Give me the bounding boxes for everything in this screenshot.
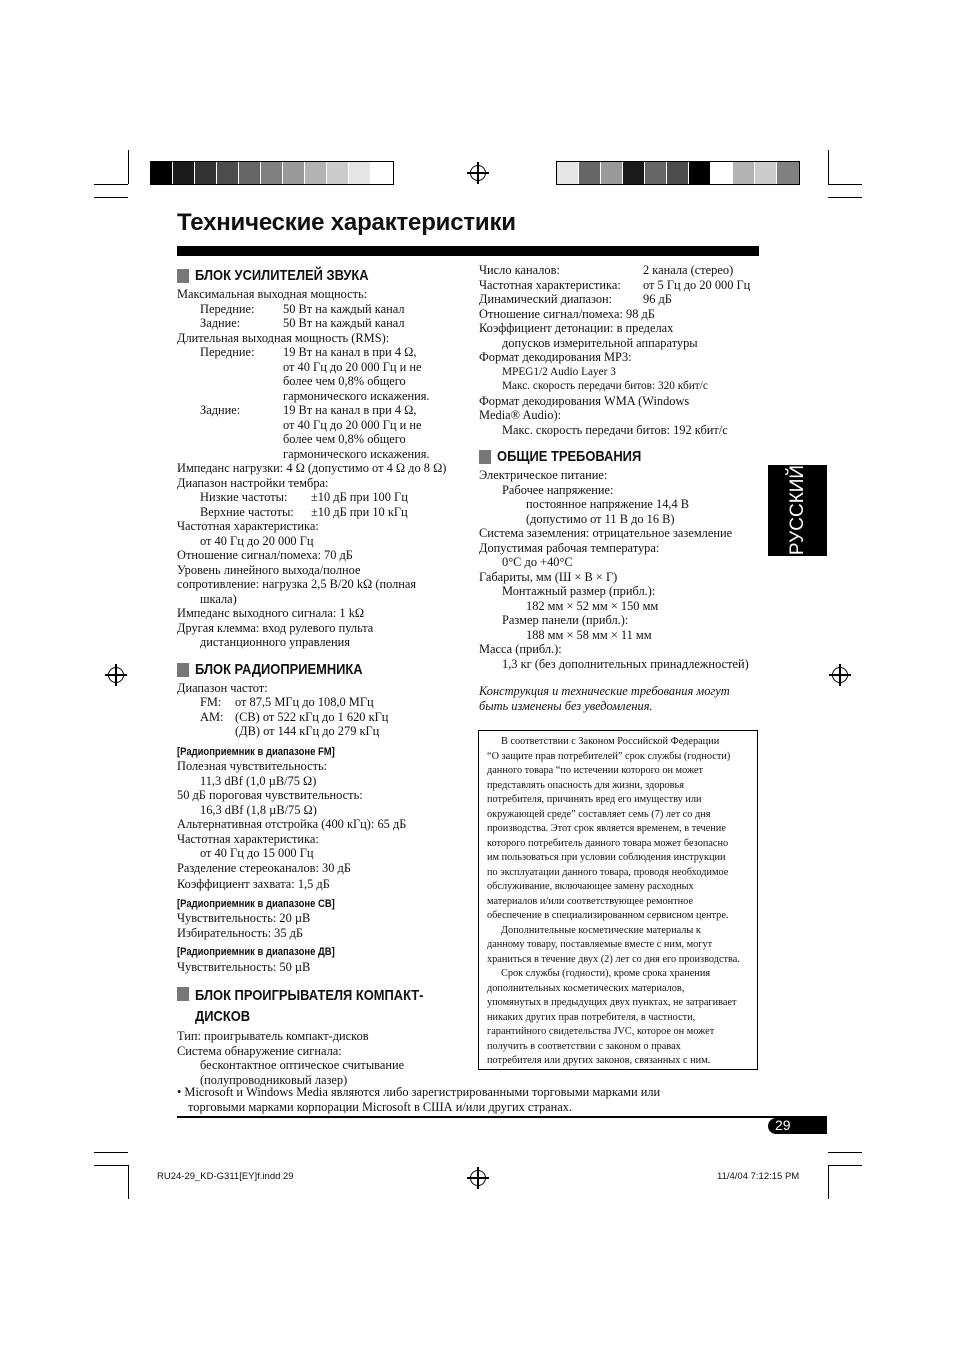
spec-line: 0°C до +40°C — [502, 555, 573, 569]
spec-line: Разделение стереоканалов: 30 дБ — [177, 860, 351, 875]
spec-line: Электрическое питание: — [479, 468, 608, 482]
spec-line: Низкие частоты: ±10 дБ при 100 Гц — [200, 490, 408, 504]
spec-line: Число каналов: 2 канала (стерео) — [479, 263, 734, 277]
crop-mark — [828, 197, 862, 198]
left-column — [177, 261, 467, 1087]
registration-mark-icon — [108, 667, 124, 683]
spec-line: от 40 Гц до 15 000 Гц — [200, 846, 314, 860]
spec-line: (допустимо от 11 В до 16 В) — [526, 511, 675, 526]
spec-line: Масса (прибл.): — [479, 642, 562, 656]
spec-line: 188 мм × 58 мм × 11 мм — [526, 627, 652, 642]
spec-line: (ДВ) от 144 кГц до 279 кГц — [235, 724, 380, 738]
spec-line: 16,3 dBf (1,8 µВ/75 Ω) — [200, 802, 317, 817]
crop-mark — [128, 150, 129, 184]
subsection-heading: [Радиоприемник в диапазоне ДВ] — [177, 946, 335, 958]
spec-line: Отношение сигнал/помеха: 98 дБ — [479, 306, 655, 321]
spec-line: шкала) — [200, 591, 237, 606]
notice-paragraph: Дополнительные косметические материалы к данному товару, поставляемые вместе с ним, могут храниться в течение двух (2) лет со дня его производства. — [487, 924, 740, 965]
spec-line: Частотная характеристика: — [177, 831, 319, 846]
spec-line: Импеданс выходного сигнала: 1 kΩ — [177, 606, 365, 620]
registration-mark-icon — [832, 667, 848, 683]
crop-mark — [828, 150, 829, 184]
spec-line: Отношение сигнал/помеха: 70 дБ — [177, 548, 353, 562]
spec-line: Максимальная выходная мощность: — [177, 287, 368, 301]
spec-line: Импеданс нагрузки: 4 Ω (допустимо от 4 Ω до 8 Ω) — [177, 461, 447, 475]
spec-line: 11,3 dBf (1,0 µВ/75 Ω) — [200, 773, 317, 788]
crop-mark — [828, 1152, 862, 1153]
spec-line: Чувствительность: 20 µВ — [177, 911, 311, 925]
spec-line: Коэффициент детонации: в пределах — [479, 321, 674, 335]
spec-line: Длительная выходная мощность (RMS): — [177, 330, 390, 345]
crop-mark — [94, 1152, 128, 1153]
spec-line: Монтажный размер (прибл.): — [502, 584, 656, 598]
spec-line: Полезная чувствительность: — [177, 759, 328, 773]
spec-line: бесконтактное оптическое считывание — [200, 1058, 405, 1072]
crop-mark — [94, 184, 128, 185]
spec-line: Передние: 19 Вт на канал в при 4 Ω, — [200, 345, 417, 359]
language-tab-label: РУССКИЙ — [787, 464, 808, 556]
spec-line: допусков измерительной аппаратуры — [502, 335, 698, 350]
spec-line: 50 дБ пороговая чувствительность: — [177, 788, 363, 802]
trademark-note: • Microsoft и Windows Media являются либо зарегистрированными торговыми марками или торговыми марками корпорации Microsoft в США и/или других странах. — [177, 1085, 661, 1114]
spec-line: Рабочее напряжение: — [502, 482, 614, 497]
spec-line: более чем 0,8% общего — [283, 432, 406, 446]
registration-mark-icon — [470, 165, 486, 181]
spec-line: сопротивление: нагрузка 2,5 В/20 kΩ (полная — [177, 577, 417, 591]
color-calibration-bar-right — [556, 161, 800, 185]
section-heading-amplifier: БЛОК УСИЛИТЕЛЕЙ ЗВУКА — [177, 267, 444, 285]
spec-line: Габариты, мм (Ш × В × Г) — [479, 569, 618, 584]
right-column — [479, 263, 764, 713]
bottom-rule — [177, 1116, 827, 1118]
crop-mark — [828, 184, 862, 185]
spec-line: Чувствительность: 50 µВ — [177, 959, 311, 974]
title-rule — [177, 246, 759, 256]
page-number: 29 — [775, 1117, 791, 1133]
section-marker-icon — [177, 269, 189, 283]
spec-line: Диапазон настройки тембра: — [177, 475, 329, 490]
spec-line: Частотная характеристика: — [177, 519, 319, 533]
page-title: Технические характеристики — [177, 209, 516, 236]
print-timestamp: 11/4/04 7:12:15 PM — [717, 1171, 800, 1182]
subsection-heading: [Радиоприемник в диапазоне FM] — [177, 745, 335, 758]
spec-line: Диапазон частот: — [177, 680, 268, 695]
spec-line: Макс. скорость передачи битов: 320 кбит/с — [502, 380, 708, 392]
spec-line: Макс. скорость передачи битов: 192 кбит/с — [502, 422, 728, 437]
spec-line: MPEG1/2 Audio Layer 3 — [502, 365, 616, 378]
section-heading-general: ОБЩИЕ ТРЕБОВАНИЯ — [479, 448, 746, 466]
spec-line: Коэффициент захвата: 1,5 дБ — [177, 877, 330, 891]
spec-line: Задние: 19 Вт на канал в при 4 Ω, — [200, 403, 417, 417]
spec-line: гармонического искажения. — [283, 446, 430, 461]
spec-line: Уровень линейного выхода/полное — [177, 562, 361, 577]
spec-line: Верхние частоты: ±10 дБ при 10 кГц — [200, 504, 408, 519]
spec-line: более чем 0,8% общего — [283, 374, 406, 388]
crop-mark — [828, 1165, 862, 1166]
spec-line: Допустимая рабочая температура: — [479, 540, 660, 555]
crop-mark — [94, 197, 128, 198]
registration-mark-icon — [470, 1170, 486, 1186]
spec-line: AM: (СВ) от 522 кГц до 1 620 кГц — [200, 709, 389, 724]
spec-line: 182 мм × 52 мм × 150 мм — [526, 598, 659, 613]
crop-mark — [128, 1165, 129, 1199]
notice-paragraph: Срок службы (годности), кроме срока хранения дополнительных косметических материалов, упомянутых в предыдущих двух пунктах, не затрагивает никаких других прав потребителя, в частности, гарантийного свидетельства JVC, которое он может получить в соответствии с законом о правах потребителя или других законов, связанных с ним. — [487, 968, 737, 1066]
subsection-heading: [Радиоприемник в диапазоне СВ] — [177, 897, 335, 910]
spec-line: Тип: проигрыватель компакт-дисков — [177, 1029, 369, 1043]
spec-line: 1,3 кг (без дополнительных принадлежностей) — [502, 656, 749, 671]
spec-line: гармонического искажения. — [283, 388, 430, 403]
disclaimer-text: быть изменены без уведомления. — [479, 698, 653, 713]
spec-line: от 40 Гц до 20 000 Гц и не — [283, 359, 422, 374]
spec-line: Система заземления: отрицательное заземление — [479, 526, 733, 540]
spec-line: Динамический диапазон: 96 дБ — [479, 292, 672, 306]
service-life-notice — [478, 730, 758, 1070]
spec-line: Избирательность: 35 дБ — [177, 925, 304, 940]
spec-line: Формат декодирования MP3: — [479, 350, 632, 364]
notice-paragraph: В соответствии с Законом Российской Федерации “О защите прав потребителей” срок службы (годности) данного товара “по истечении которого он может представлять опасность для жизни, здоровья потребителя, причинять вред его имуществу или окружающей среде” составляет семь (7) лет со дня производства. Этот срок является временем, в течение которого потребитель данного товара может безопасно им пользоваться при условии соблюдения инструкции по эксплуатации данного товара, проводя необходимое обслуживание, включающее замену расходных материалов и/или соответствующее ремонтное обеспечение в специализированном сервисном центре. — [487, 736, 731, 921]
crop-mark — [94, 1165, 128, 1166]
spec-line: Размер панели (прибл.): — [502, 613, 629, 627]
spec-line: постоянное напряжение 14,4 В — [526, 497, 690, 511]
crop-mark — [828, 1165, 829, 1199]
spec-line: Другая клемма: вход рулевого пульта — [177, 620, 374, 635]
spec-line: Формат декодирования WMA (Windows — [479, 393, 690, 408]
spec-line: Передние: 50 Вт на каждый канал — [200, 301, 405, 316]
section-marker-icon — [177, 987, 189, 1001]
spec-line: Система обнаружение сигнала: — [177, 1043, 342, 1058]
spec-line: Альтернативная отстройка (400 кГц): 65 дБ — [177, 817, 407, 831]
spec-line: от 40 Гц до 20 000 Гц и не — [283, 417, 422, 432]
spec-line: FM: от 87,5 МГц до 108,0 МГц — [200, 695, 374, 709]
color-calibration-bar-left — [150, 161, 394, 185]
spec-line: Media® Audio): — [479, 408, 562, 422]
spec-line: от 40 Гц до 20 000 Гц — [200, 533, 314, 548]
disclaimer-text: Конструкция и технические требования могут — [479, 684, 730, 698]
spec-line: (полупроводниковый лазер) — [200, 1072, 348, 1087]
spec-line: дистанционного управления — [200, 635, 350, 649]
section-heading-cd: БЛОК ПРОИГРЫВАТЕЛЯ КОМПАКТ-ДИСКОВ — [177, 985, 444, 1027]
section-heading-radio: БЛОК РАДИОПРИЕМНИКА — [177, 661, 444, 679]
spec-line: Частотная характеристика: от 5 Гц до 20 000 Гц — [479, 277, 751, 292]
section-marker-icon — [479, 450, 491, 464]
file-slug: RU24-29_KD-G311[EY]f.indd 29 — [157, 1171, 294, 1182]
section-marker-icon — [177, 663, 189, 677]
spec-line: Задние: 50 Вт на каждый канал — [200, 316, 405, 330]
